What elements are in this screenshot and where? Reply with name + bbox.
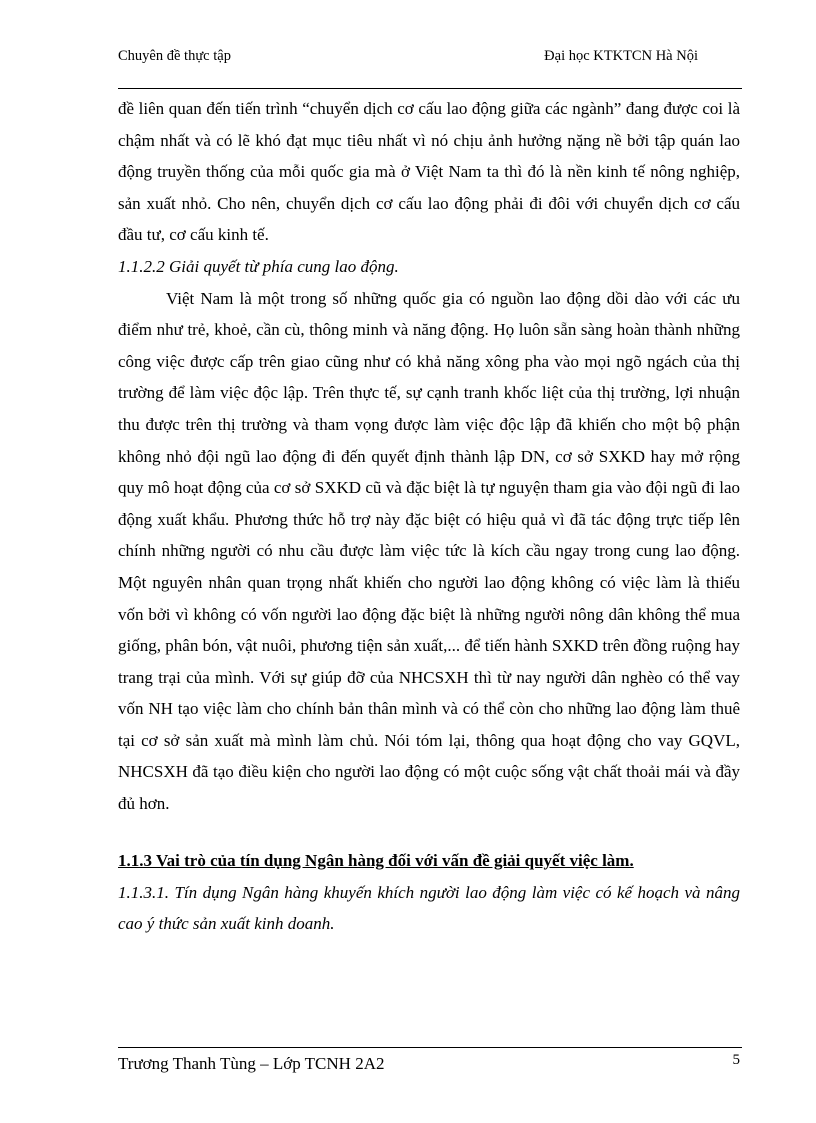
- page-footer: [118, 1047, 742, 1073]
- section-heading: 1.1.3 Vai trò của tín dụng Ngân hàng đối với vấn đề giải quyết việc làm.: [118, 850, 634, 870]
- page-number: 5: [732, 1052, 740, 1068]
- document-body: [118, 93, 740, 940]
- paragraph-main: Việt Nam là một trong số những quốc gia có nguồn lao động dồi dào với các ưu điểm như trẻ, khoẻ, cần cù, thông minh và năng động. Họ luôn sẵn sàng hoàn thành những công việc được cấp trên giao cũng như có khả năng xông pha vào mọi ngõ ngách của thị trường để làm việc độc lập. Trên thực tế, sự cạnh tranh khốc liệt của thị trường, lợi nhuận thu được trên thị trường và tham vọng được làm việc độc lập đã khiến cho một bộ phận không nhỏ đội ngũ lao động đi đến quyết định thành lập DN, cơ sở SXKD hay mở rộng quy mô hoạt động của cơ sở SXKD cũ và đặc biệt là tự nguyện tham gia vào đội ngũ đi lao động xuất khẩu. Phương thức hỗ trợ này đặc biệt có hiệu quả vì đã tác động trực tiếp lên chính những người có nhu cầu được làm việc tức là kích cầu ngay trong cung lao động. Một nguyên nhân quan trọng nhất khiến cho người lao động không có việc làm là thiếu vốn bởi vì không có vốn người lao động đặc biệt là những người nông dân không thể mua giống, phân bón, vật nuôi, phương tiện sản xuất,... để tiến hành SXKD trên đồng ruộng hay trang trại của mình. Với sự giúp đỡ của NHCSXH thì từ nay người dân nghèo có thể vay vốn NH tạo việc làm cho chính bản thân mình và có thể còn cho những lao động làm thuê tại cơ sở sản xuất mà mình làm chủ. Nói tóm lại, thông qua hoạt động cho vay GQVL, NHCSXH đã tạo điều kiện cho người lao động có một cuộc sống vật chất thoải mái và đầy đủ hơn.: [118, 288, 740, 814]
- subsection-title-2: 1.1.3.1. Tín dụng Ngân hàng khuyến khích người lao động làm việc có kế hoạch và nâng cao ý thức sản xuất kinh doanh.: [118, 882, 740, 934]
- page-header: [118, 48, 742, 89]
- subsection-title: 1.1.2.2 Giải quyết từ phía cung lao động.: [118, 256, 399, 276]
- paragraph-continued: đề liên quan đến tiến trình “chuyển dịch cơ cấu lao động giữa các ngành” đang được coi là chậm nhất và có lẽ khó đạt mục tiêu nhất vì nó chịu ảnh hưởng nặng nề bởi tập quán lao động truyền thống của mỗi quốc gia mà ở Việt Nam ta thì đó là nền kinh tế nông nghiệp, sản xuất nhỏ. Cho nên, chuyển dịch cơ cấu lao động phải đi đôi với chuyển dịch cơ cấu đầu tư, cơ cấu kinh tế.: [118, 99, 740, 245]
- footer-author: Trương Thanh Tùng – Lớp TCNH 2A2: [118, 1054, 385, 1073]
- header-right-title: Đại học KTKTCN Hà Nội: [544, 48, 698, 64]
- header-left-title: Chuyên đề thực tập: [118, 48, 231, 64]
